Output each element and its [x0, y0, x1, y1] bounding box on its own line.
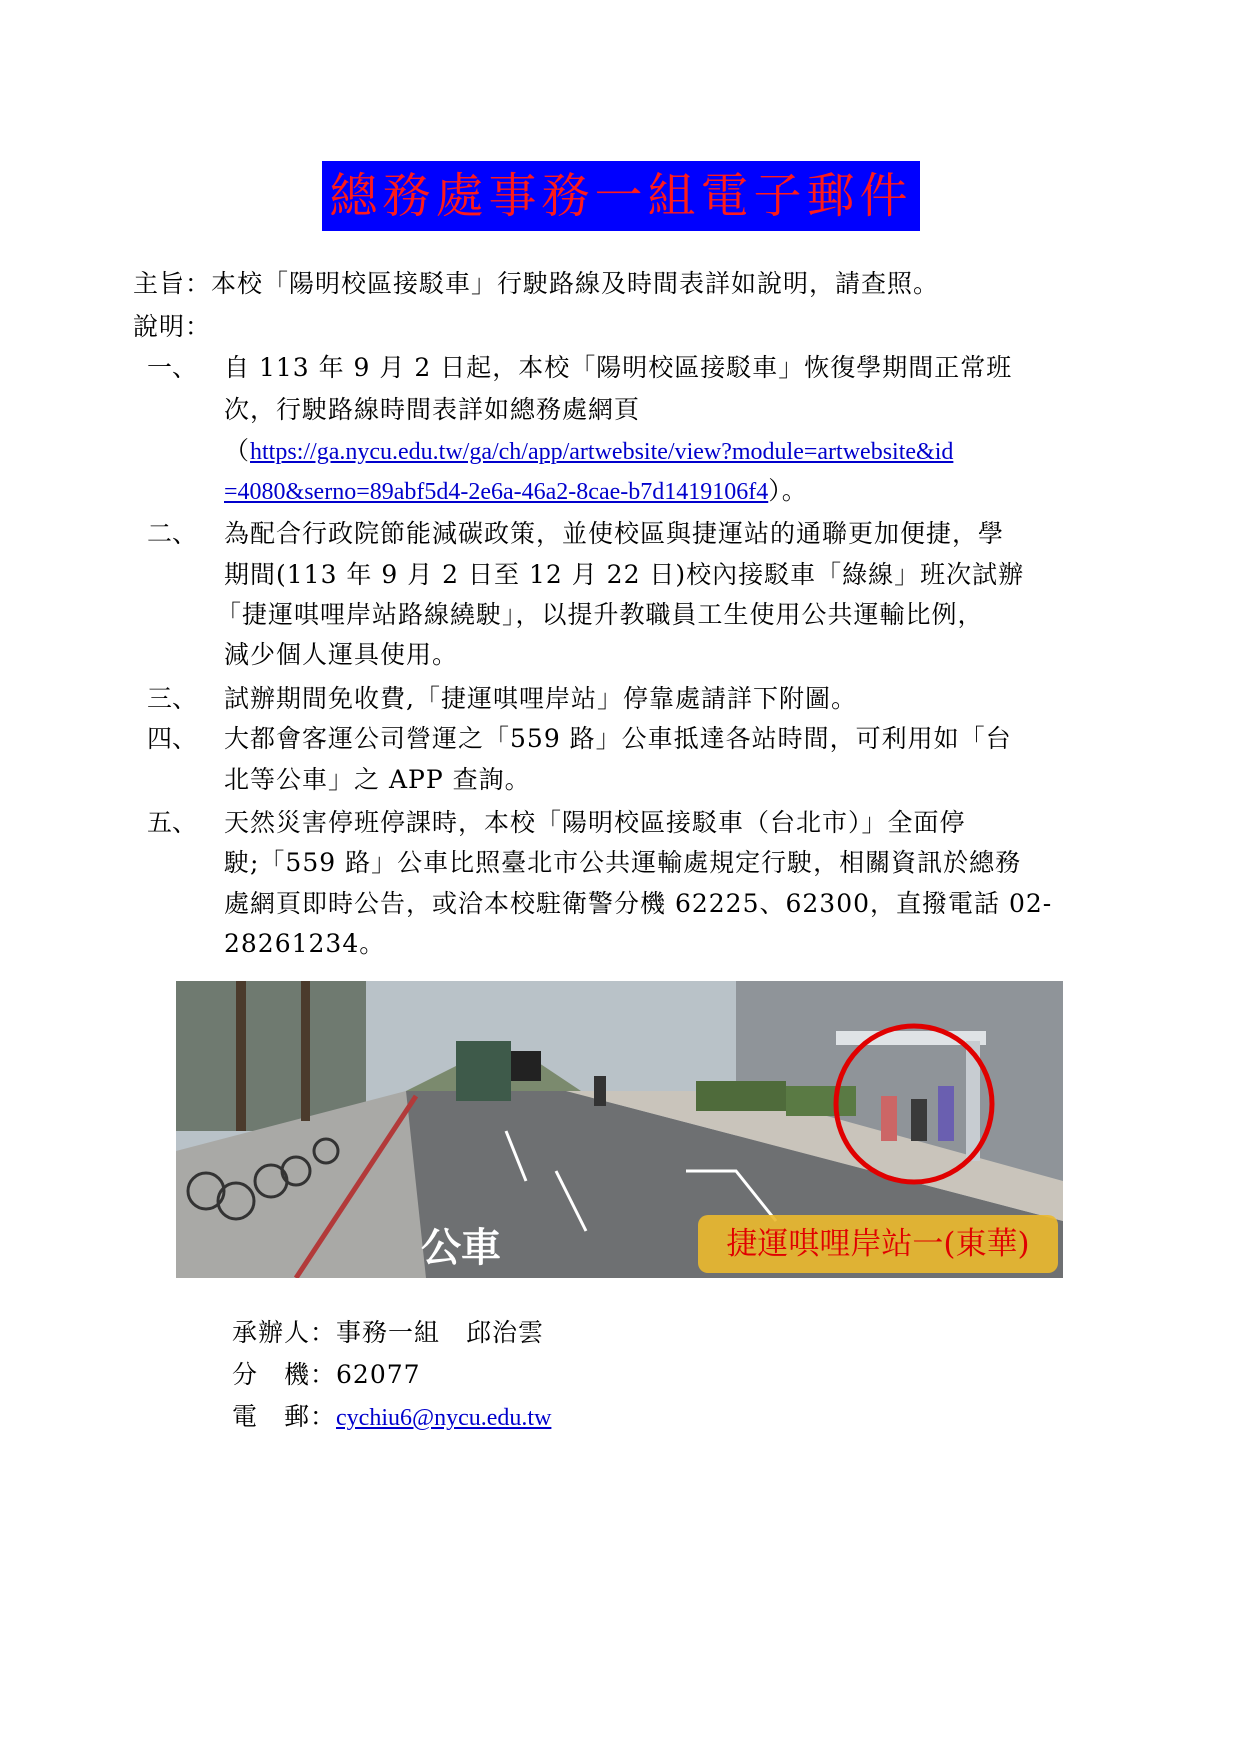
road-text-marking: 公車: [421, 1225, 501, 1271]
item-4-line-1: 大都會客運公司營運之「559 路」公車抵達各站時間，可利用如「台: [224, 724, 1012, 753]
webpage-link-part-1[interactable]: https://ga.nycu.edu.tw/ga/ch/app/artwebsite/view?module=artwebsite&id: [250, 439, 954, 465]
car: [511, 1051, 541, 1081]
item-3-number: 三、: [147, 684, 198, 713]
item-1-number: 一、: [147, 353, 198, 382]
item-5-line-3: 處網頁即時公告，或洽本校駐衛警分機 62225、62300，直撥電話 02-: [224, 889, 1053, 918]
explanation-label: 說明：: [133, 312, 212, 341]
item-2-number: 二、: [147, 519, 198, 548]
truck: [456, 1041, 511, 1101]
webpage-link-part-2[interactable]: =4080&serno=89abf5d4-2e6a-46a2-8cae-b7d1419106f4: [224, 479, 769, 505]
item-1-line-2: 次，行駛路線時間表詳如總務處網頁: [224, 395, 641, 424]
item-5-line-2: 駛;「559 路」公車比照臺北市公共運輸處規定行駛，相關資訊於總務: [224, 848, 1022, 877]
extension-line: [232, 1358, 421, 1392]
photo-caption: 捷運唭哩岸站一(東華): [698, 1215, 1058, 1273]
item-2-line-2: 期間(113 年 9 月 2 日至 12 月 22 日)校內接駁車「綠線」班次試辦: [224, 560, 1025, 589]
handler-line: 承辦人：事務一組 邱治雲: [232, 1318, 545, 1347]
tree-trunk-1: [236, 981, 246, 1131]
item-1-link-row-1: [224, 434, 953, 469]
item-2-line-4: 減少個人運具使用。: [224, 640, 459, 669]
scooter: [594, 1076, 606, 1106]
item-4-line-2: 北等公車」之 APP 查詢。: [224, 765, 531, 794]
item-5-line-4: 28261234。: [224, 929, 386, 958]
item-3-line-1: 試辦期間免收費,「捷運唭哩岸站」停靠處請詳下附圖。: [224, 684, 857, 713]
tree-trunk-2: [301, 981, 310, 1121]
email-link[interactable]: cychiu6@nycu.edu.tw: [336, 1405, 552, 1431]
item-5-line-1: 天然災害停班停課時，本校「陽明校區接駁車（台北市）」全面停: [224, 808, 966, 837]
email-line: [232, 1400, 551, 1435]
left-building: [176, 981, 366, 1131]
item-2-line-3: 「捷運唭哩岸站路線繞駛」，以提升教職員工生使用公共運輸比例，: [216, 600, 984, 629]
item-1-link-row-2: [224, 474, 808, 509]
link-close-paren: ）。: [768, 476, 808, 505]
item-5-number: 五、: [147, 808, 198, 837]
item-1-line-1: 自 113 年 9 月 2 日起，本校「陽明校區接駁車」恢復學期間正常班: [224, 353, 1013, 382]
bus-stop-photo: [176, 981, 1063, 1278]
shrub-right: [786, 1086, 856, 1116]
extension-value: 62077: [336, 1360, 421, 1389]
email-label: 電 郵：: [232, 1402, 337, 1431]
link-open-paren: （: [224, 436, 251, 465]
item-2-line-1: 為配合行政院節能減碳政策，並使校區與捷運站的通聯更加便捷，學: [224, 519, 1005, 548]
extension-label: 分 機：: [232, 1360, 337, 1389]
item-4-number: 四、: [147, 724, 198, 753]
subject-line: 主旨：本校「陽明校區接駁車」行駛路線及時間表詳如說明，請查照。: [133, 269, 940, 298]
page-title: 總務處事務一組電子郵件: [322, 161, 920, 231]
shrub-left: [696, 1081, 786, 1111]
